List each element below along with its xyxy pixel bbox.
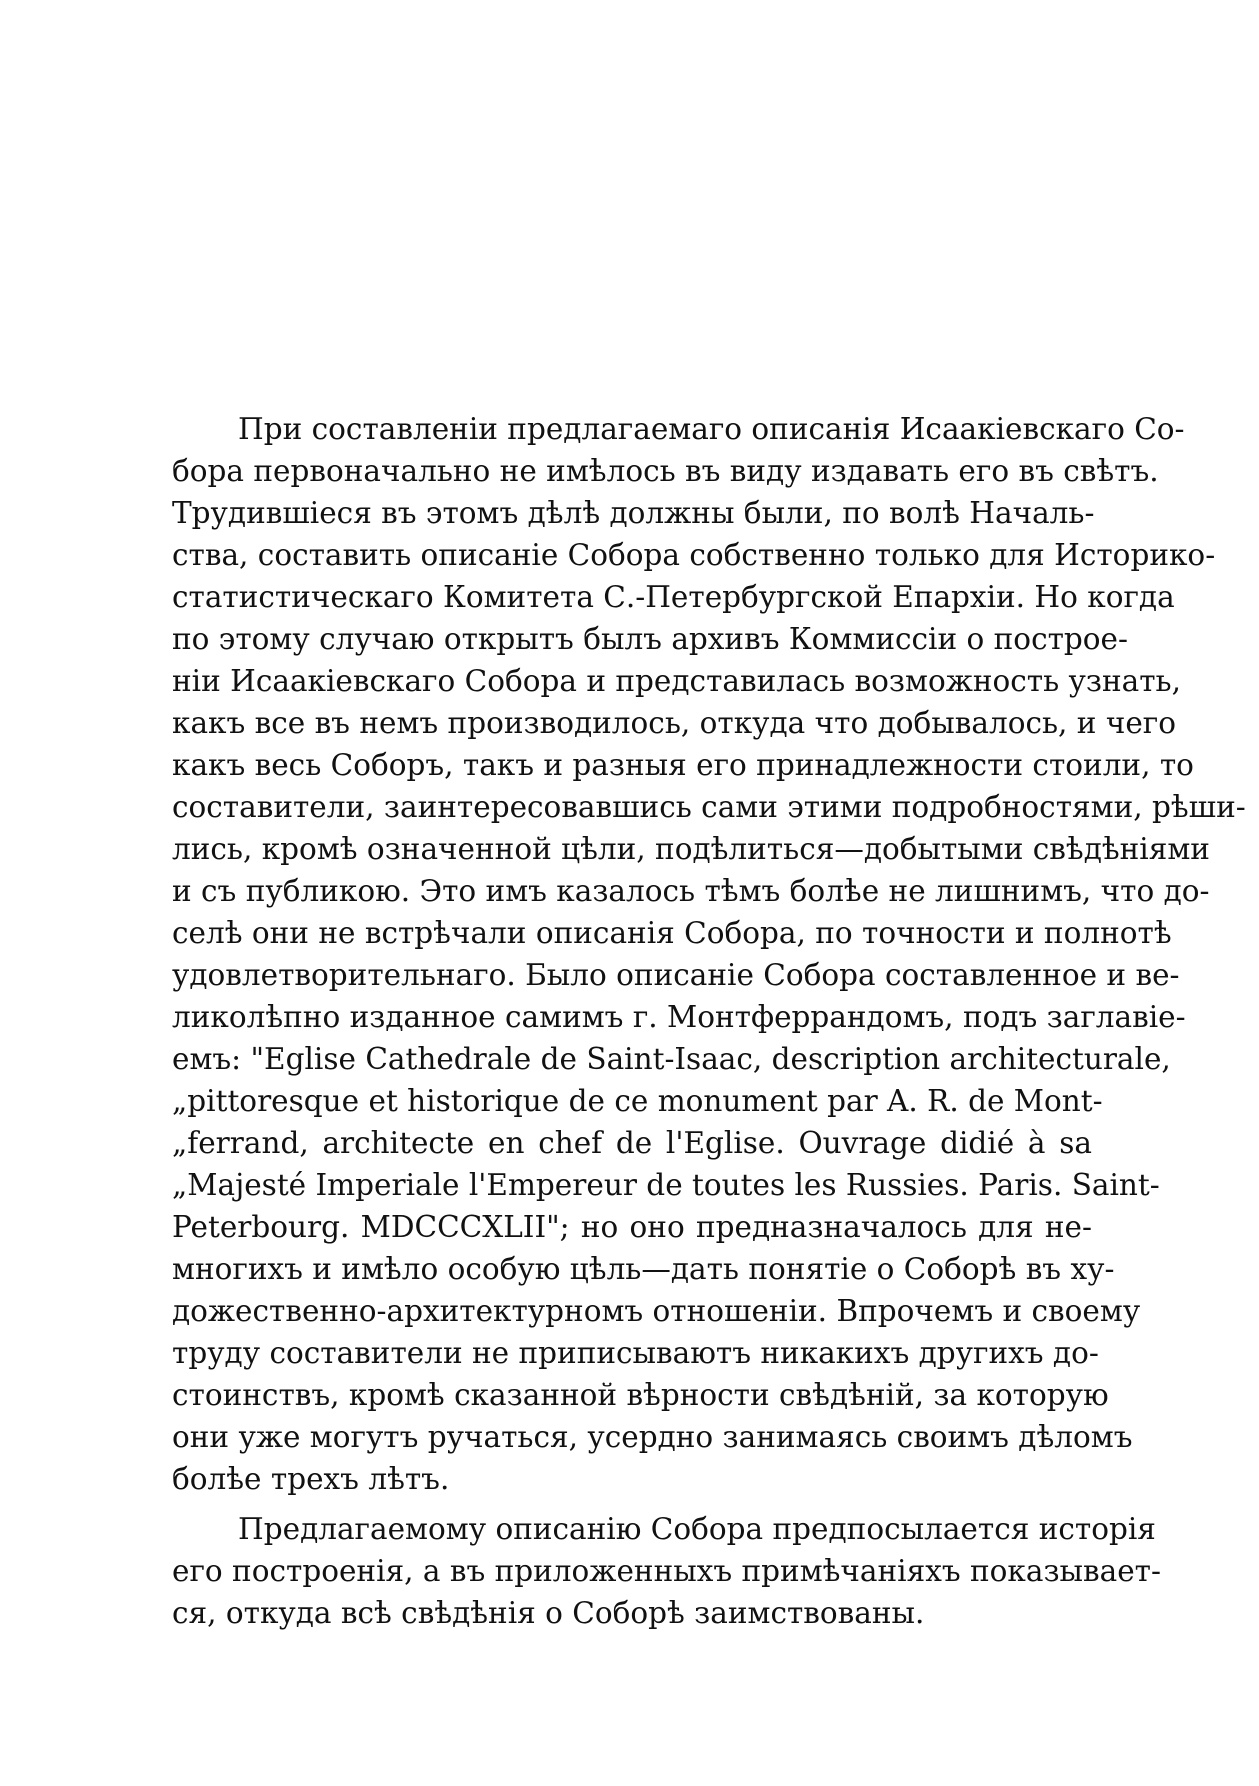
text-line: ства, составить описаніе Собора собственно только для Историко- (172, 538, 1216, 572)
text-line: статистическаго Комитета С.-Петербургской Епархіи. Но когда (172, 580, 1175, 614)
text-line: по этому случаю открытъ былъ архивъ Коммиссіи о построе- (172, 622, 1128, 656)
text-line: емъ: "Eglise Cathedrale de Saint-Isaac, description architecturale, (172, 1042, 1171, 1076)
text-line: „pittoresque et historique de ce monument par A. R. de Mont- (172, 1084, 1103, 1118)
text-line: его построенія, а въ приложенныхъ примѣчаніяхъ показывает- (172, 1554, 1161, 1588)
text-line: „ferrand, architecte en chef de l'Eglise. Ouvrage didié à sa (172, 1126, 1092, 1160)
text-line: многихъ и имѣло особую цѣль—дать понятіе о Соборѣ въ ху- (172, 1252, 1115, 1286)
text-line: стоинствъ, кромѣ сказанной вѣрности свѣдѣній, за которую (172, 1378, 1109, 1412)
text-line: селѣ они не встрѣчали описанія Собора, по точности и полнотѣ (172, 916, 1172, 950)
text-line: лись, кромѣ означенной цѣли, подѣлиться—добытыми свѣдѣніями (172, 832, 1210, 866)
text-line: Трудившіеся въ этомъ дѣлѣ должны были, по волѣ Началь- (172, 496, 1095, 530)
text-line: составители, заинтересовавшись сами этими подробностями, рѣши- (172, 790, 1246, 824)
paragraph-1 (172, 408, 1246, 1500)
text-line: дожественно-архитектурномъ отношеніи. Впрочемъ и своему (172, 1294, 1141, 1328)
text-line: они уже могутъ ручаться, усердно занимаясь своимъ дѣломъ (172, 1420, 1133, 1454)
text-line: какъ все въ немъ производилось, откуда что добывалось, и чего (172, 706, 1177, 740)
text-line: ликолѣпно изданное самимъ г. Монтферрандомъ, подъ заглавіе- (172, 1000, 1186, 1034)
text-line: ся, откуда всѣ свѣдѣнія о Соборѣ заимствованы. (172, 1596, 925, 1630)
text-line: и съ публикою. Это имъ казалось тѣмъ болѣе не лишнимъ, что до- (172, 874, 1210, 908)
text-line: труду составители не приписываютъ никакихъ другихъ до- (172, 1336, 1099, 1370)
paragraph-2 (172, 1508, 1161, 1634)
text-line: ніи Исаакіевскаго Собора и представилась возможность узнать, (172, 664, 1181, 698)
text-line: какъ весь Соборъ, такъ и разныя его принадлежности стоили, то (172, 748, 1194, 782)
text-line: Peterbourg. MDCCCXLII"; но оно предназначалось для не- (172, 1210, 1092, 1244)
text-line: болѣе трехъ лѣтъ. (172, 1462, 450, 1496)
text-line: удовлетворительнаго. Было описаніе Собора составленное и ве- (172, 958, 1180, 992)
paragraph-gap (172, 1500, 1092, 1508)
text-line: При составленіи предлагаемаго описанія Исаакіевскаго Со- (238, 412, 1185, 446)
text-line: бора первоначально не имѣлось въ виду издавать его въ свѣтъ. (172, 454, 1159, 488)
text-line: „Majesté Imperiale l'Empereur de toutes les Russies. Paris. Saint- (172, 1168, 1160, 1202)
text-line: Предлагаемому описанію Собора предпосылается исторія (238, 1512, 1156, 1546)
body-text (172, 408, 1246, 1634)
